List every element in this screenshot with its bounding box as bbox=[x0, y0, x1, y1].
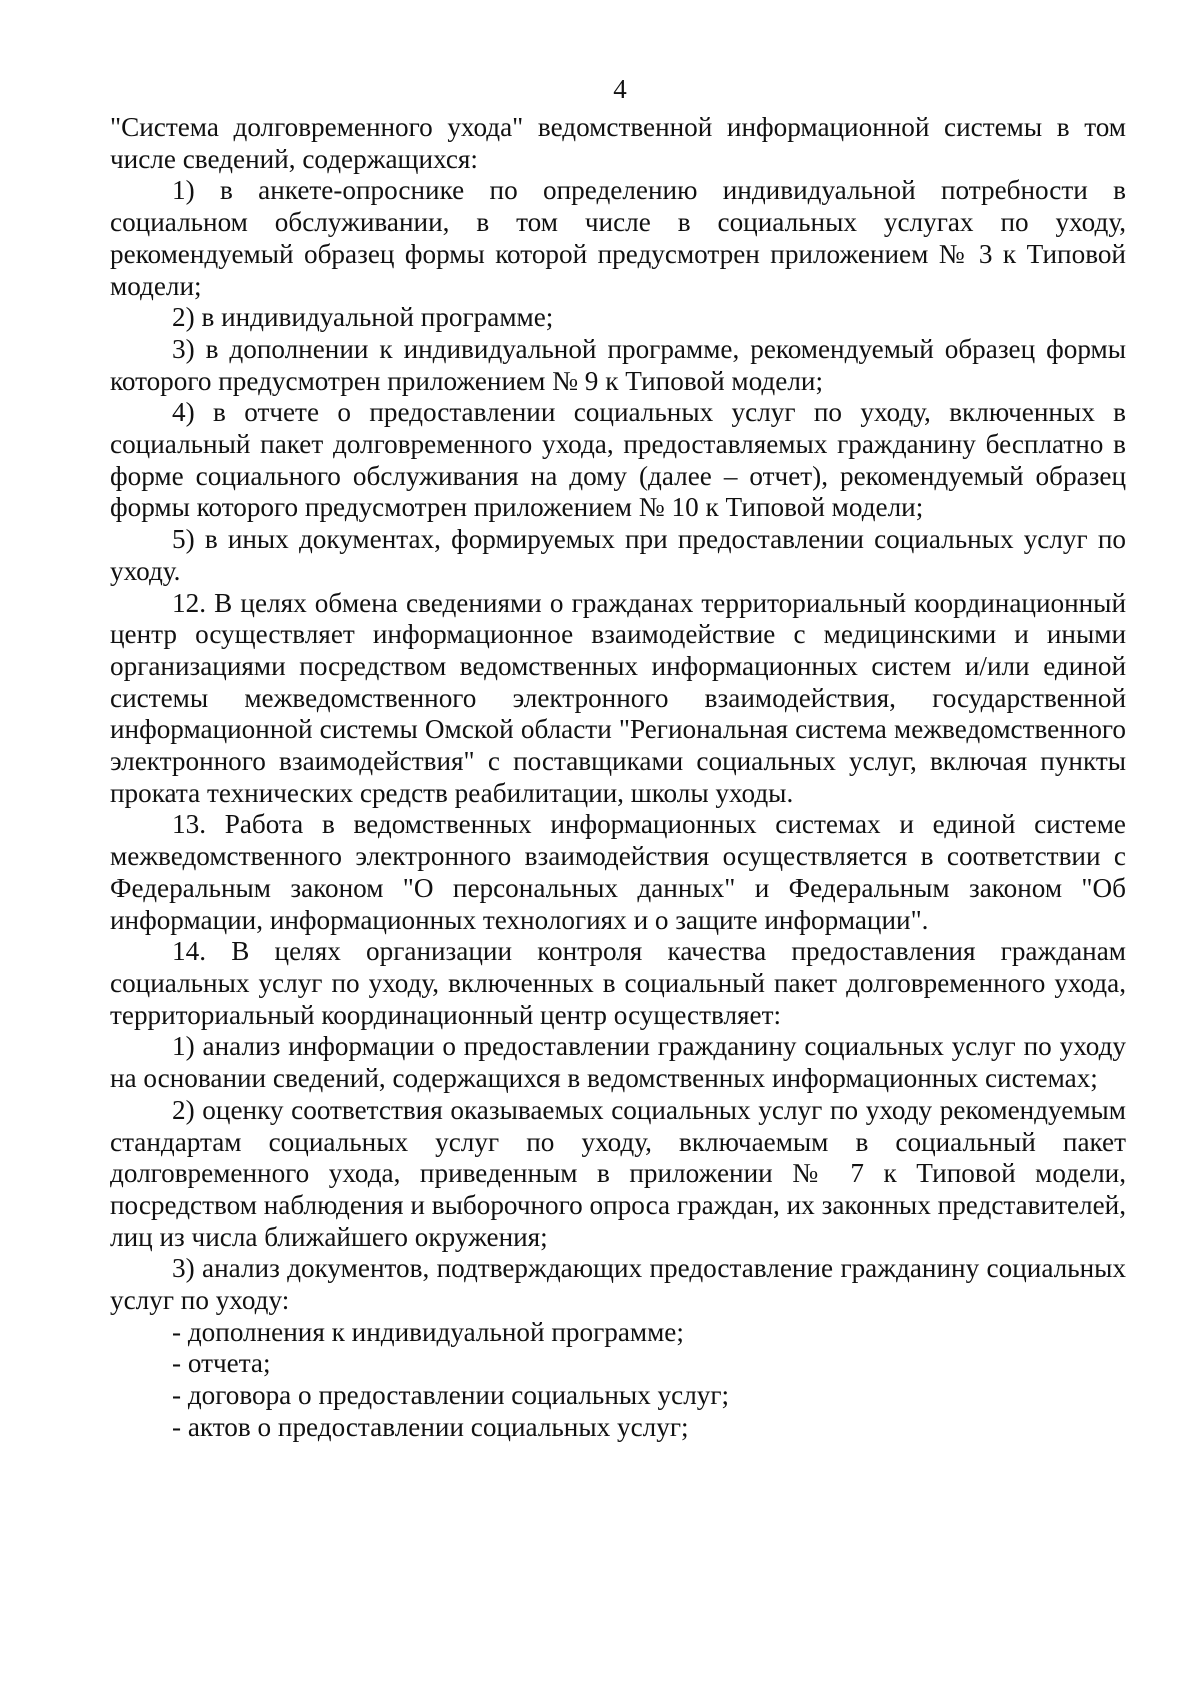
paragraph-section-14: 14. В целях организации контроля качества предоставления гражданам социальных услуг по уходу, включенных в социальный пакет долговременного ухода, территориальный координационный центр осуществляет: bbox=[110, 936, 1126, 1030]
paragraph-item-5-other-documents: 5) в иных документах, формируемых при предоставлении социальных услуг по уходу. bbox=[110, 524, 1126, 586]
page-number: 4 bbox=[613, 74, 627, 104]
list-item-program-supplement: - дополнения к индивидуальной программе; bbox=[172, 1316, 684, 1347]
paragraph-section-14-item-3: 3) анализ документов, подтверждающих предоставление гражданину социальных услуг по уходу: bbox=[110, 1253, 1126, 1316]
document-body bbox=[110, 112, 1126, 1444]
list-item-contract: - договора о предоставлении социальных услуг; bbox=[172, 1380, 730, 1411]
paragraph-section-14-item-2: 2) оценку соответствия оказываемых социальных услуг по уходу рекомендуемым стандартам социальных услуг по уходу, включаемым в социальный пакет долговременного ухода, приведенным в приложении № 7 к Типовой модели, посредством наблюдения и выборочного опроса граждан, их законных представителей, лиц из числа ближайшего окружения; bbox=[110, 1094, 1126, 1252]
list-item-acts: - актов о предоставлении социальных услуг; bbox=[172, 1411, 689, 1442]
paragraph-item-4-report: 4) в отчете о предоставлении социальных услуг по уходу, включенных в социальный пакет долговременного ухода, предоставляемых гражданину бесплатно в форме социального обслуживания на дому (далее – отчет), рекомендуемый образец формы которого предусмотрен приложением № 10 к Типовой модели; bbox=[110, 397, 1126, 523]
paragraph-intro-continuation: "Система долговременного ухода" ведомственной информационной системы в том числе сведений, содержащихся: bbox=[110, 112, 1126, 174]
paragraph-item-2-individual-program: 2) в индивидуальной программе; bbox=[172, 302, 554, 333]
paragraph-item-3-program-supplement: 3) в дополнении к индивидуальной программе, рекомендуемый образец формы которого предусмотрен приложением № 9 к Типовой модели; bbox=[110, 333, 1126, 396]
paragraph-section-12: 12. В целях обмена сведениями о гражданах территориальный координационный центр осуществляет информационное взаимодействие с медицинскими и иными организациями посредством ведомственных информационных систем и/или единой системы межведомственного электронного взаимодействия, государственной информационной системы Омской области "Региональная система межведомственного электронного взаимодействия" с поставщиками социальных услуг, включая пункты проката технических средств реабилитации, школы уходы. bbox=[110, 587, 1126, 808]
paragraph-section-13: 13. Работа в ведомственных информационных системах и единой системе межведомственного электронного взаимодействия осуществляется в соответствии с Федеральным законом "О персональных данных" и Федеральным законом "Об информации, информационных технологиях и о защите информации". bbox=[110, 809, 1126, 935]
list-item-report: - отчета; bbox=[172, 1348, 271, 1379]
paragraph-item-1-questionnaire: 1) в анкете-опроснике по определению индивидуальной потребности в социальном обслуживании, в том числе в социальных услугах по уходу, рекомендуемый образец формы которой предусмотрен приложением № 3 к Типовой модели; bbox=[110, 175, 1126, 301]
paragraph-section-14-item-1: 1) анализ информации о предоставлении гражданину социальных услуг по уходу на основании сведений, содержащихся в ведомственных информационных системах; bbox=[110, 1031, 1126, 1094]
